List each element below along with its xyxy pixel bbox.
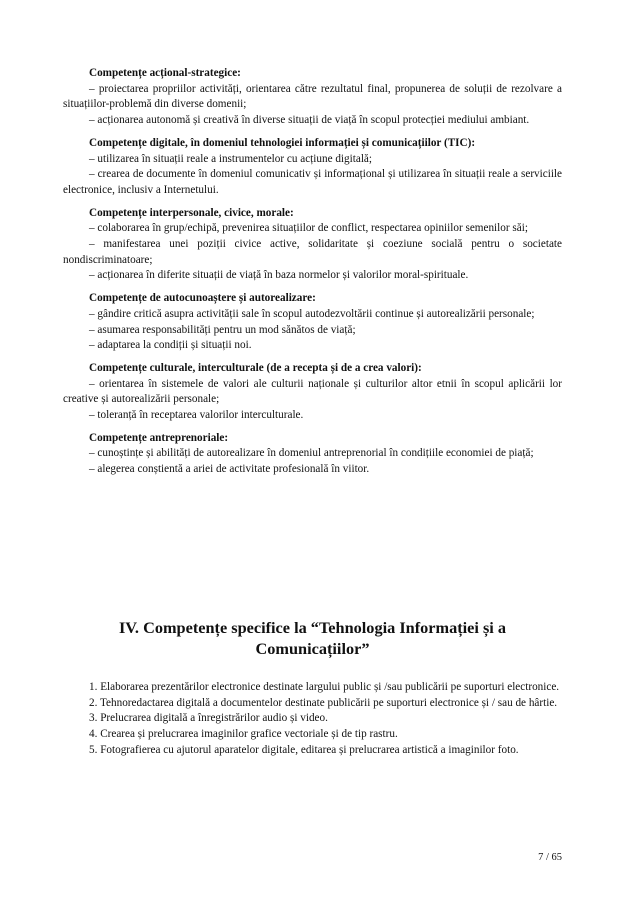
list-item: – colaborarea în grup/echipă, prevenirea situațiilor de conflict, respectarea opiniilor semenilor săi;: [89, 222, 528, 235]
section-heading: Competențe digitale, în domeniul tehnologiei informației și comunicațiilor (TIC):: [89, 136, 476, 149]
section-heading: Competențe antreprenoriale:: [89, 431, 229, 444]
list-item: – utilizarea în situații reale a instrumentelor cu acțiune digitală;: [89, 152, 372, 165]
section-heading: Competențe acțional-strategice:: [89, 67, 241, 79]
section-heading: Competențe interpersonale, civice, morale:: [89, 206, 294, 219]
list-item: – crearea de documente în domeniul comunicativ și informațional și utilizarea în situații reale a serviciile electronice, inclusiv a Internetului.: [63, 168, 562, 196]
specific-competences-list: [63, 680, 562, 759]
general-competences: [63, 66, 562, 478]
numbered-item: 2. Tehnoredactarea digitală a documentelor destinate publicării pe suporturi electronice și / sau de hârtie.: [89, 696, 558, 709]
section-heading: Competențe culturale, interculturale (de a recepta și de a crea valori):: [89, 361, 422, 374]
list-item: – adaptarea la condiții și situații noi.: [89, 339, 252, 352]
numbered-item: 1. Elaborarea prezentărilor electronice destinate largului public și /sau publicării pe suporturi electronice.: [89, 681, 560, 693]
chapter-title: [63, 617, 562, 659]
list-item: – manifestarea unei poziții civice active, solidaritate și coeziune socială pentru o societate nondiscriminatoare;: [63, 238, 562, 266]
list-item: – asumarea responsabilități pentru un mod sănătos de viață;: [89, 323, 356, 336]
chapter-title-line: Comunicațiilor”: [255, 639, 370, 658]
list-item: – gândire critică asupra activității sale în scopul autodezvoltării continue și autorealizării personale;: [89, 307, 535, 320]
numbered-item: 3. Prelucrarea digitală a înregistrărilor audio și video.: [89, 712, 328, 725]
list-item: – proiectarea propriilor activități, orientarea către rezultatul final, propunerea de soluții de rezolvare a situațiilor-problemă din diverse domenii;: [63, 82, 562, 111]
page-number: 7 / 65: [538, 852, 562, 863]
list-item: – orientarea în sistemele de valori ale culturii naționale și culturilor altor etnii în scopul aplicării lor creative și autorealizării personale;: [63, 377, 562, 406]
chapter-title-line: IV. Competențe specifice la “Tehnologia Informației și a: [118, 618, 507, 637]
numbered-item: 5. Fotografierea cu ajutorul aparatelor digitale, editarea și prelucrarea artistică a imaginilor foto.: [89, 743, 519, 756]
list-item: – toleranță în receptarea valorilor interculturale.: [89, 409, 304, 422]
list-item: – cunoștințe și abilități de autorealizare în domeniul antreprenorial în condițiile economiei de piață;: [89, 447, 534, 460]
list-item: – alegerea conștientă a ariei de activitate profesională în viitor.: [89, 463, 370, 476]
list-item: – acționarea în diferite situații de viață în baza normelor și valorilor moral-spirituale.: [89, 269, 469, 282]
list-item: – acționarea autonomă și creativă în diverse situații de viață în scopul protecției mediului ambiant.: [89, 114, 530, 127]
numbered-item: 4. Crearea și prelucrarea imaginilor grafice vectoriale și de tip rastru.: [89, 728, 398, 741]
section-heading: Competențe de autocunoaștere și autorealizare:: [89, 292, 316, 305]
